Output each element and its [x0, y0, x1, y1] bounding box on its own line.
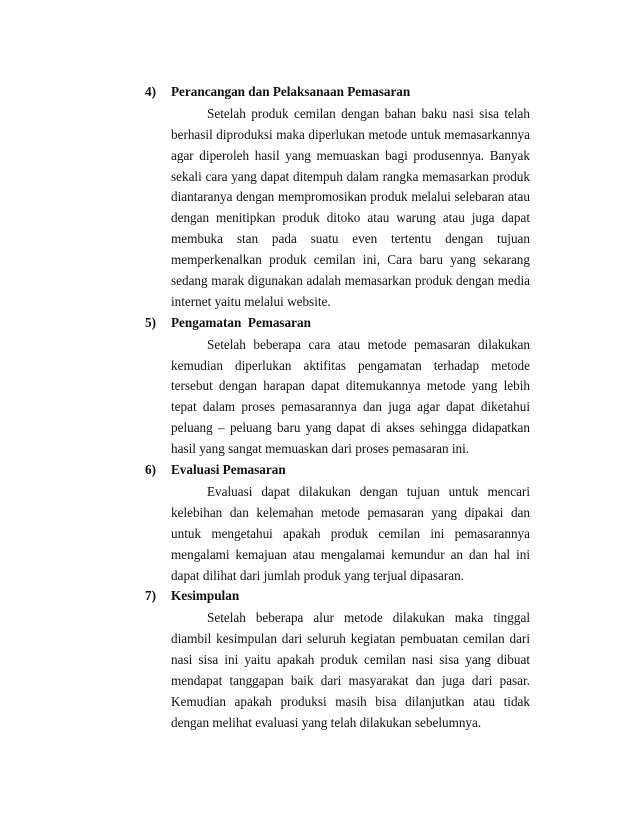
section-paragraph: Setelah beberapa cara atau metode pemasaran dilakukan kemudian diperlukan aktifitas pengamatan terhadap metode tersebut dengan harapan dapat ditemukannya metode yang lebih tepat dalam proses pemasarannya dan juga agar dapat diketahui peluang – peluang baru yang dapat di akses sehingga didapatkan hasil yang sangat memuaskan dari proses pemasaran ini.	[171, 336, 530, 457]
section-heading	[145, 586, 530, 607]
section-title: Kesimpulan	[171, 588, 240, 604]
section-evaluasi	[145, 460, 530, 586]
section-heading	[145, 313, 530, 334]
section-paragraph: Setelah produk cemilan dengan bahan baku nasi sisa telah berhasil diproduksi maka diperlukan metode untuk memasarkannya agar diperoleh hasil yang memuaskan bagi produsennya. Banyak sekali cara yang dapat ditempuh dalam rangka memasarkan produk diantaranya dengan mempromosikan produk melalui selebaran atau dengan menitipkan produk ditoko atau warung atau juga dapat membuka stan pada suatu even tertentu dengan tujuan memperkenalkan produk cemilan ini, Cara baru yang sekarang sedang marak digunakan adalah memasarkan produk dengan media internet yaitu melalui website.	[171, 105, 530, 309]
section-number: 7)	[145, 588, 156, 604]
section-perancangan	[145, 82, 530, 313]
section-heading	[145, 460, 530, 481]
section-pengamatan	[145, 313, 530, 460]
section-paragraph: Setelah beberapa alur metode dilakukan maka tinggal diambil kesimpulan dari seluruh kegiatan pembuatan cemilan dari nasi sisa ini yaitu apakah produk cemilan nasi sisa yang dibuat mendapat tanggapan baik dari masyarakat dan juga dari pasar. Kemudian apakah produksi masih bisa dilanjutkan atau tidak dengan melihat evaluasi yang telah dilakukan sebelumnya.	[171, 610, 530, 730]
section-heading	[145, 82, 530, 103]
section-number: 6)	[145, 462, 156, 478]
section-title: Evaluasi Pemasaran	[171, 462, 286, 478]
section-paragraph: Evaluasi dapat dilakukan dengan tujuan untuk mencari kelebihan dan kelemahan metode pemasaran yang dipakai dan untuk mengetahui apakah produk cemilan ini pemasarannya mengalami kemajuan atau mengalamai kemundur an dan hal ini dapat dilihat dari jumlah produk yang terjual dipasaran.	[171, 483, 530, 583]
section-title: Perancangan dan Pelaksanaan Pemasaran	[171, 84, 411, 99]
section-kesimpulan	[145, 586, 530, 733]
section-number: 4)	[145, 84, 156, 99]
section-number: 5)	[145, 314, 156, 330]
section-title: Pengamatan Pemasaran	[171, 314, 311, 330]
document-content	[145, 82, 530, 734]
